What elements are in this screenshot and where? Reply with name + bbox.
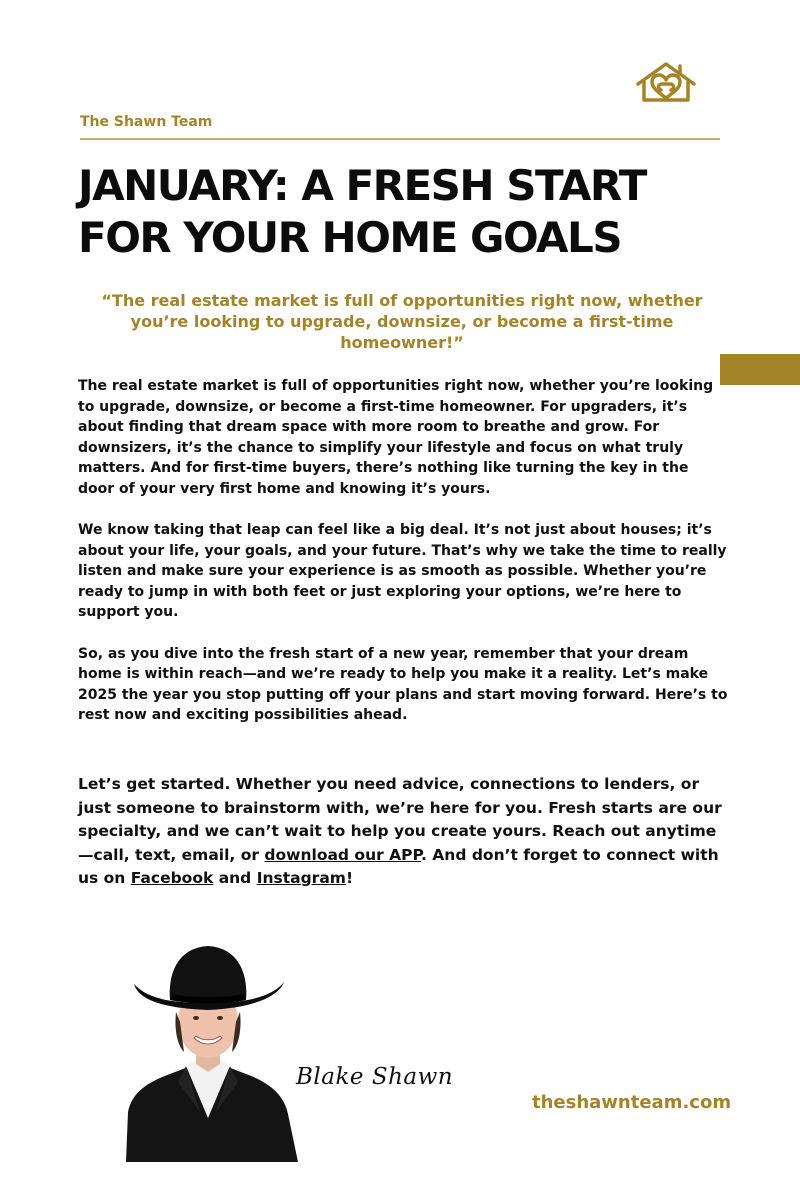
article-title: JANUARY: A FRESH START FOR YOUR HOME GOALS (78, 161, 646, 262)
paragraph-1: The real estate market is full of opportunities right now, whether you’re looking to upgrade, downsize, or become a first-time homeowner. For upgraders, it’s about finding that dream space with more room to breathe and grow. For downsizers, it’s the chance to simplify your lifestyle and focus on what truly matters. And for first-time buyers, there’s nothing like turning the key in the door of your very first home and knowing it’s yours. (78, 378, 714, 497)
call-to-action (78, 773, 728, 891)
house-heart-logo-icon (634, 60, 698, 104)
agent-photo (108, 942, 308, 1162)
cta-text-4: ! (345, 869, 354, 887)
cta-text-3: and (213, 869, 257, 887)
facebook-link[interactable]: Facebook (130, 869, 214, 887)
instagram-link[interactable]: Instagram (256, 869, 346, 887)
download-app-link[interactable]: download our APP (264, 845, 422, 864)
paragraph-2: We know taking that leap can feel like a big deal. It’s not just about houses; it’s about your life, your goals, and your future. That’s why we take the time to really listen and make sure your experience is as smooth as possible. Whether you’re ready to jump in with both feet or just exploring your options, we’re here to support you. (78, 522, 727, 620)
accent-tab (720, 354, 800, 385)
pull-quote: “The real estate market is full of opportunities right now, whether you’re looking to upgrade, downsize, or become a first-time homeowner!” (101, 291, 703, 352)
website-link[interactable]: theshawnteam.com (532, 1092, 732, 1113)
team-name: The Shawn Team (80, 114, 213, 130)
header-divider (80, 138, 720, 140)
article-body (78, 376, 728, 747)
paragraph-3: So, as you dive into the fresh start of a new year, remember that your dream home is within reach—and we’re ready to help you make it a reality. Let’s make 2025 the year you stop putting off your plans and start moving forward. Here’s to rest now and exciting possibilities ahead. (78, 645, 728, 723)
signature: Blake Shawn (296, 1064, 454, 1090)
cta-text-1: Let’s get started. Whether you need advice, connections to lenders, or just someone to brainstorm with, we’re here for you. Fresh starts are our specialty, and we can’t wait to help you create yours. Reach out anytime—call, text, email, or (78, 775, 722, 864)
cta-text-2: . And don’t forget to connect with us on (78, 845, 719, 887)
